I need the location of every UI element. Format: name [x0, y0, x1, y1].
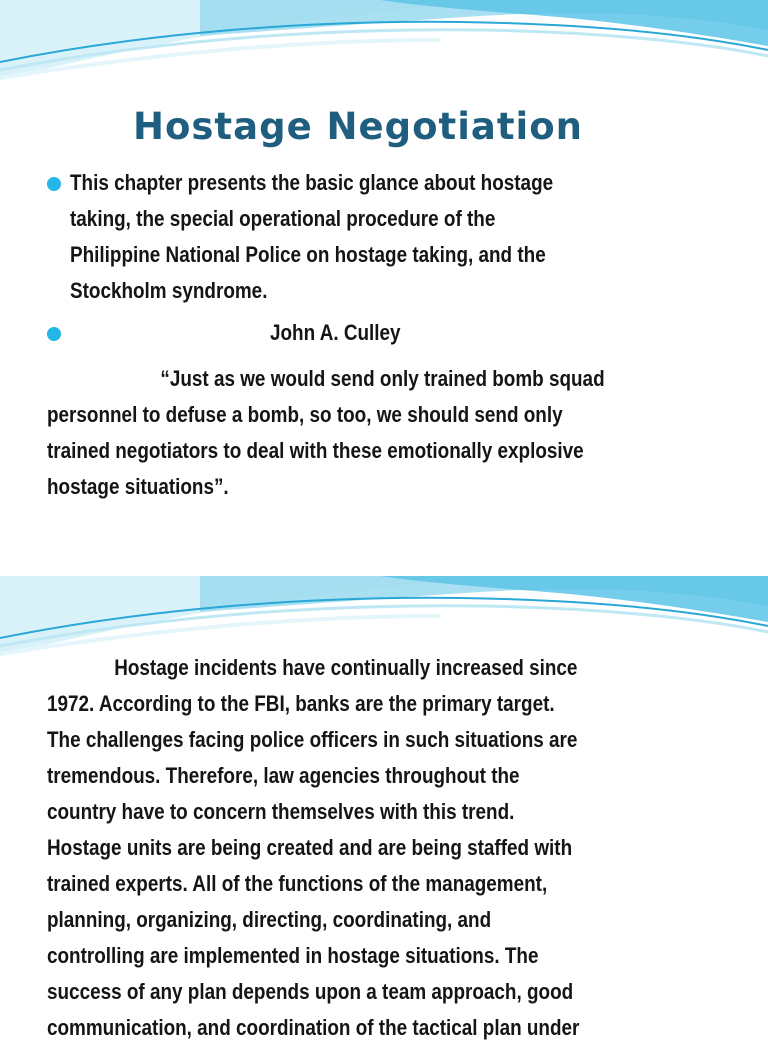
text-line: hostage situations”.: [47, 474, 229, 499]
text-line: personnel to defuse a bomb, so too, we should send only: [47, 402, 563, 427]
text-line: country have to concern themselves with this trend.: [47, 799, 515, 824]
text-line: trained negotiators to deal with these emotionally explosive: [47, 438, 584, 463]
text-line: The challenges facing police officers in such situations are: [47, 727, 578, 752]
quote-text: [47, 361, 605, 505]
text-line: success of any plan depends upon a team approach, good: [47, 979, 574, 1004]
text-line: trained experts. All of the functions of the management,: [47, 871, 548, 896]
bullet-dot-icon: [47, 177, 61, 191]
bullet-dot-icon: [47, 327, 61, 341]
text-line: 1972. According to the FBI, banks are the primary target.: [47, 691, 555, 716]
text-line: tremendous. Therefore, law agencies throughout the: [47, 763, 520, 788]
text-line: Hostage incidents have continually increased since: [114, 655, 578, 680]
text-line: Stockholm syndrome.: [70, 278, 268, 303]
quote-author: John A. Culley: [270, 320, 401, 345]
text-line: communication, and coordination of the tactical plan under: [47, 1015, 580, 1040]
text-line: “Just as we would send only trained bomb squad: [160, 366, 605, 391]
text-line: Hostage units are being created and are being staffed with: [47, 835, 573, 860]
text-line: Philippine National Police on hostage taking, and the: [70, 242, 546, 267]
slide-title: Hostage Negotiation: [133, 105, 583, 148]
bullet-text: [70, 165, 553, 309]
text-line: This chapter presents the basic glance about hostage: [70, 170, 554, 195]
text-line: taking, the special operational procedure of the: [70, 206, 496, 231]
text-line: planning, organizing, directing, coordinating, and: [47, 907, 492, 932]
wave-banner-graphic: [0, 0, 768, 100]
text-line: controlling are implemented in hostage situations. The: [47, 943, 539, 968]
body-paragraph: [47, 650, 579, 1046]
